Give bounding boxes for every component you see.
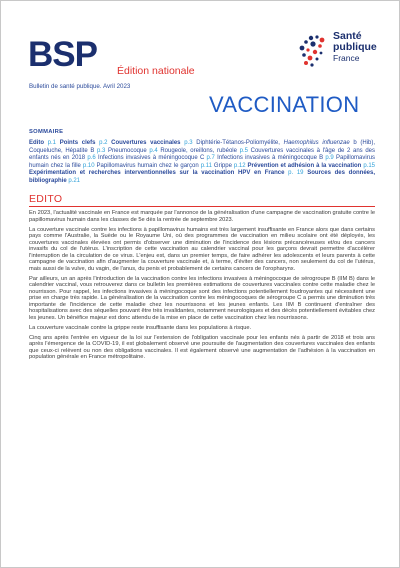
logo-line-france: France: [333, 53, 360, 63]
sommaire-entry-page: p.5: [236, 147, 248, 154]
sommaire-entry-label: Papillomavirus humain chez le garçon: [96, 162, 199, 169]
edito-paragraph: Cinq ans après l'entrée en vigueur de la loi sur l'extension de l'obligation vaccinale pour les enfants nés à partir de 2018 et trois ans après l'émergence de la COVID-19, il est globalement observé une poursuite de l'augmentation des couvertures vaccinales des enfants que ceux-ci relèvent ou non des obligations vaccinales. Il est également observé une augmentation de l'adhésion à la vaccination en population générale en France métropolitaine.: [29, 334, 375, 360]
edition-label: Édition nationale: [117, 65, 195, 77]
edito-paragraph: La couverture vaccinale contre la grippe reste insuffisante dans les populations à risque.: [29, 324, 252, 331]
sommaire-entry-label: Pneumocoque: [107, 147, 147, 154]
sommaire-entry-page: p.2: [95, 140, 108, 146]
sommaire-entry-page: p.10: [80, 162, 95, 169]
sommaire-entry-page: p.1: [44, 140, 57, 146]
sommaire-entry-label: Couvertures vaccinales: [111, 140, 181, 146]
sommaire-entry[interactable]: [214, 163, 246, 169]
sommaire-entry-page: p.7: [204, 155, 215, 162]
sommaire-entry-label: b (Hib), Coqueluche, Hépatite B: [29, 140, 376, 154]
sommaire-entry[interactable]: [29, 170, 304, 176]
edito-heading: EDITO: [29, 193, 63, 205]
sommaire-entry-label: Prévention et adhésion à la vaccination: [247, 162, 362, 169]
sommaire-entry[interactable]: [217, 155, 334, 161]
sommaire-entry-page: p.12: [231, 162, 246, 169]
sommaire-entry-page: p.21: [66, 177, 81, 184]
sommaire-entry-page: p.4: [146, 147, 158, 154]
sommaire-entry[interactable]: [108, 148, 158, 154]
sommaire-entry-label: Couvertures vaccinales à l'âge de 2 ans des enfants nés en 2018: [29, 147, 375, 162]
sommaire-entry[interactable]: [284, 140, 350, 146]
sommaire-entry[interactable]: [196, 140, 283, 146]
sommaire-entry[interactable]: [248, 163, 375, 169]
sommaire-entry-page: p.3: [180, 140, 193, 146]
sommaire-entry-label: Infections invasives à méningocoque B: [217, 155, 324, 162]
sommaire-entry-label: Infections invasives à méningocoque C: [97, 155, 205, 162]
sommaire-heading: SOMMAIRE: [29, 129, 64, 135]
sommaire-entry-label: Points clefs: [59, 140, 96, 146]
sommaire-entry[interactable]: [60, 140, 108, 146]
sommaire-entry-label: Papillomavirus humain chez la fille: [29, 155, 376, 169]
logo-dots-icon: [297, 33, 333, 73]
bsp-logo-text: BSP: [28, 35, 97, 74]
sommaire-entry[interactable]: [111, 140, 192, 146]
sommaire-entry-page: p.11: [198, 162, 212, 169]
page-title: VACCINATION: [209, 92, 360, 117]
sommaire-entry-label: Edito: [29, 140, 44, 146]
logo-line-publique: publique: [333, 41, 377, 53]
edito-paragraph: La couverture vaccinale contre les infections à papillomavirus humains est très largement insuffisante en France alors que dans certains pays comme l'Australie, la Suède ou le Royaume Uni, où des programmes de vaccination en milieu scolaire ont été déployés, les couvertures vaccinales élevées ont permis d'observer une diminution de l'incidence des lésions précancéreuses et/ou des cancers invasifs du col de l'utérus. L'inscription de cette vaccination au calendrier vaccinal pour les garçons devrait permettre d'accélérer l'interruption de la circulation de ce virus. L'enjeu est, dans un premier temps, de faire adhérer les adolescents et leurs parents à cette campagne de vaccination afin d'augmenter la couverture vaccinale et, à terme, d'éviter des cancers, non seulement du col de l'utérus, mais aussi de la vulve, du vagin, de l'anus, du penis et probablement de certains cancers de l'oropharynx.: [29, 226, 375, 272]
sommaire-entry-label: Rougeole, oreillons, rubéole: [160, 147, 237, 154]
sante-publique-france-logo: [297, 31, 377, 87]
sommaire-entry-page: p.9: [323, 155, 334, 162]
sommaire-entry-label: Haemophilus influenzae: [283, 140, 350, 146]
edito-paragraph: En 2023, l'actualité vaccinale en France est marquée par l'annonce de la généralisation d'une campagne de vaccination gratuite contre le papillomavirus humain dans les classes de 5e dès la rentrée de septembre 2023.: [29, 210, 375, 223]
sommaire-entry-page: p.15: [361, 162, 375, 169]
sommaire-entry[interactable]: [97, 163, 212, 169]
edito-paragraph: Par ailleurs, un an après l'introduction de la vaccination contre les infections invasives à méningocoque de sérogroupe B (IIM B) dans le calendrier vaccinal, vous retrouverez dans ce bulletin les premières estimations de couvertures vaccinales contre cette maladie chez le nourrisson. Pour rappel, les infections invasives à méningocoque sont des infections potentiellement foudroyantes qui nécessitent une prise en charge très rapide. La généralisation de la vaccination contre les méningocoques de sérogroupe C a permis une diminution très importante de l'incidence de cette maladie chez les nourrissons et les jeunes enfants. Les IIM B continuent d'entraîner des hospitalisations avec des séquelles pouvant être très invalidantes, notamment neurologiques et des décès potentiellement évitables chez les jeunes. Un bénéfice majeur est donc attendu de la mise en place de cette vaccination chez les nourrissons.: [29, 275, 375, 321]
sommaire-list: [29, 140, 375, 186]
edito-divider: [29, 206, 375, 207]
sommaire-entry-label: Expérimentation et recherches interventionnelles sur la vaccination HPV en France: [29, 170, 285, 177]
sommaire-entry-page: p.6: [85, 155, 96, 162]
sommaire-entry-page: p.3: [94, 147, 106, 154]
sommaire-entry-label: Grippe: [213, 162, 232, 169]
sommaire-entry[interactable]: [29, 140, 56, 146]
sommaire-entry-page: p. 19: [284, 170, 304, 177]
bulletin-date: Bulletin de santé publique. Avril 2023: [29, 83, 131, 90]
logo-line-sante: Santé: [333, 30, 362, 42]
edito-body: [29, 210, 375, 364]
sommaire-entry-label: Sources des données, bibliographie: [29, 170, 375, 184]
sommaire-entry-label: Diphtérie-Tétanos-Poliomyélite,: [196, 140, 284, 146]
sommaire-entry[interactable]: [98, 155, 215, 161]
logo-wordmark: [333, 31, 377, 64]
sommaire-entry[interactable]: [160, 148, 248, 154]
